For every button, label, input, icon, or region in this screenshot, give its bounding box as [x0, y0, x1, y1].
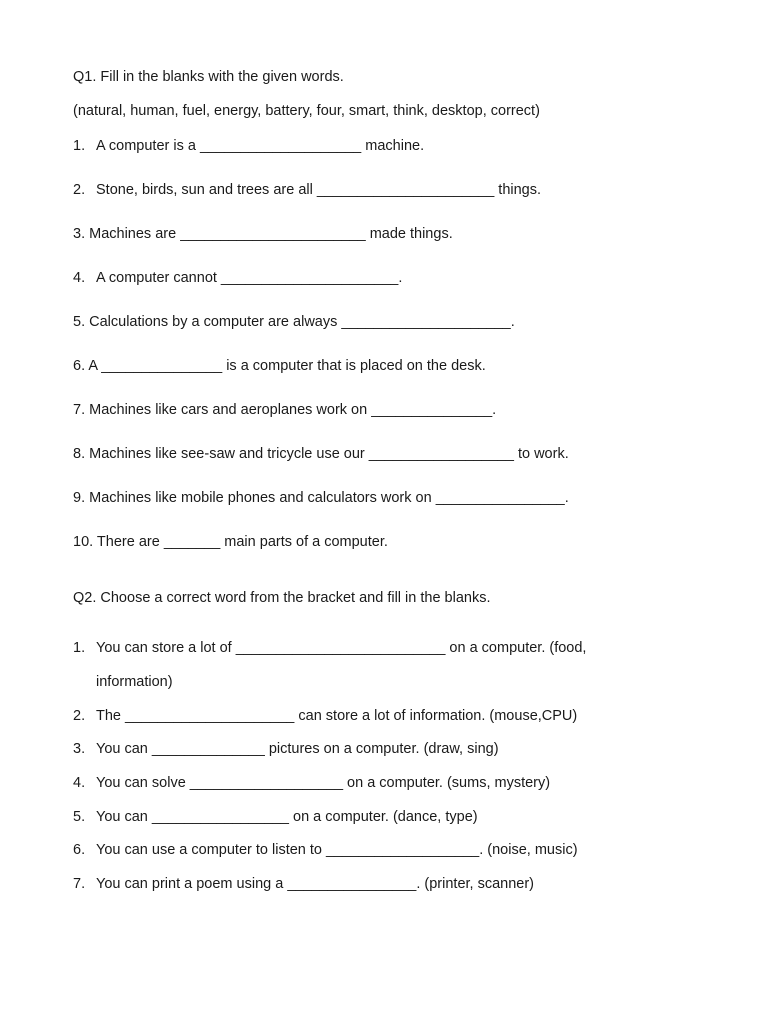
q1-heading: Q1. Fill in the blanks with the given words.	[73, 69, 344, 85]
q2-item-number: 6.	[73, 842, 86, 858]
q2-item-text: You can use a computer to listen to ___________________. (noise, music)	[96, 842, 578, 858]
q2-item-number: 3.	[73, 741, 86, 757]
q1-item-3: 3. Machines are _______________________ made things.	[73, 226, 453, 242]
q2-heading: Q2. Choose a correct word from the bracket and fill in the blanks.	[73, 590, 491, 606]
q2-item-4	[73, 774, 550, 792]
q1-item-text: A computer cannot ______________________.	[96, 270, 403, 286]
q2-item-5	[73, 808, 478, 826]
q1-item-10: 10. There are _______ main parts of a computer.	[73, 534, 388, 550]
q1-item-number: 4.	[73, 270, 86, 286]
q2-item-text: The _____________________ can store a lot of information. (mouse,CPU)	[96, 708, 578, 724]
q1-item-8: 8. Machines like see-saw and tricycle use our __________________ to work.	[73, 446, 569, 462]
q2-item-2	[73, 707, 577, 725]
q1-item-4	[73, 269, 402, 287]
q2-item-1-continued	[73, 673, 173, 691]
q1-item-9: 9. Machines like mobile phones and calculators work on ________________.	[73, 490, 569, 506]
q1-item-6: 6. A _______________ is a computer that is placed on the desk.	[73, 358, 486, 374]
q2-item-text: You can _________________ on a computer. (dance, type)	[96, 809, 478, 825]
q1-item-text: Stone, birds, sun and trees are all ______________________ things.	[96, 182, 542, 198]
q1-item-number: 2.	[73, 182, 86, 198]
q1-item-1	[73, 137, 424, 155]
q1-item-7: 7. Machines like cars and aeroplanes work on _______________.	[73, 402, 497, 418]
q2-item-text: You can store a lot of __________________________ on a computer. (food,	[96, 640, 587, 656]
q1-item-2	[73, 181, 541, 199]
q2-item-text: You can print a poem using a ________________. (printer, scanner)	[96, 876, 535, 892]
q2-item-text: You can solve ___________________ on a computer. (sums, mystery)	[96, 775, 551, 791]
q1-item-number: 1.	[73, 138, 86, 154]
q2-item-1	[73, 639, 586, 657]
q2-item-number: 5.	[73, 809, 86, 825]
q2-item-number: 7.	[73, 876, 86, 892]
q2-item-7	[73, 875, 534, 893]
q2-item-6	[73, 841, 578, 859]
q2-item-3	[73, 740, 499, 758]
q2-item-number: 1.	[73, 640, 86, 656]
q2-item-number: 2.	[73, 708, 86, 724]
q2-item-text: information)	[96, 674, 173, 690]
q1-item-text: A computer is a ____________________ machine.	[96, 138, 425, 154]
q2-item-number: 4.	[73, 775, 86, 791]
q1-word-bank: (natural, human, fuel, energy, battery, four, smart, think, desktop, correct)	[73, 103, 540, 119]
q2-item-text: You can ______________ pictures on a computer. (draw, sing)	[96, 741, 499, 757]
q1-item-5: 5. Calculations by a computer are always _____________________.	[73, 314, 515, 330]
